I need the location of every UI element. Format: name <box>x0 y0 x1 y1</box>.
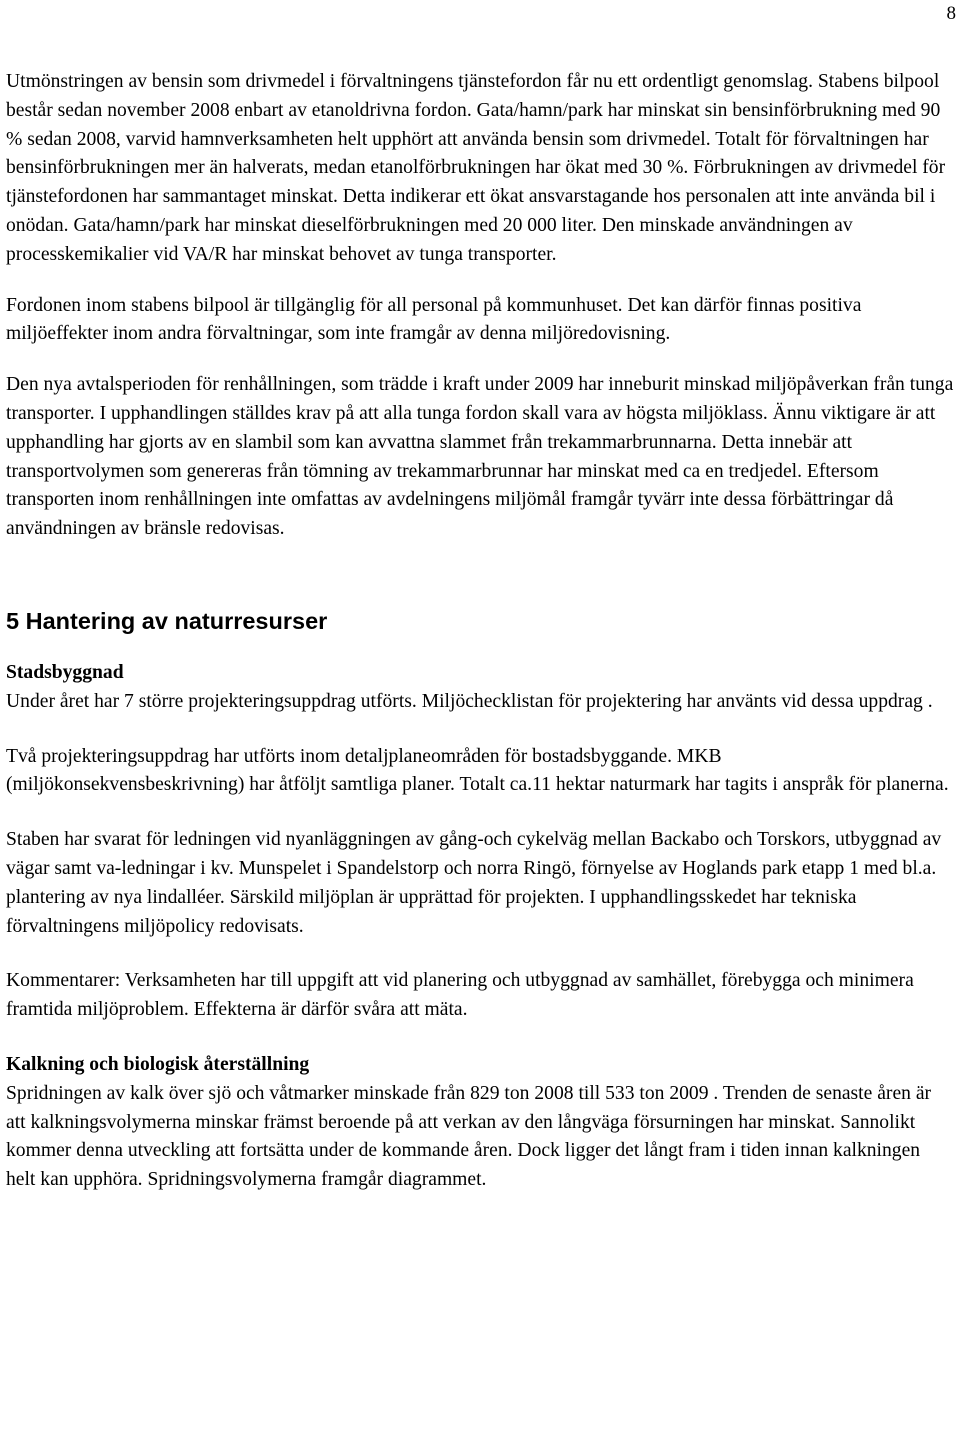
section-heading: 5 Hantering av naturresurser <box>6 607 328 634</box>
paragraph-car-pool: Fordonen inom stabens bilpool är tillgänglig för all personal på kommunhuset. Det kan därför finnas positiva miljöeffekter inom andra förvaltningar, som inte framgår av denna miljöredovisning. <box>6 294 862 345</box>
stadsbyggnad-paragraph-3: Staben har svarat för ledningen vid nyanläggningen av gång-och cykelväg mellan Backabo och Torskors, utbyggnad av vägar samt va-ledningar i kv. Munspelet i Spandelstorp och norra Ringö, förnyelse av Hoglands park etapp 1 med bl.a. plantering av nya lindalléer. Särskild miljöplan är upprättad för projekten. I upphandlingsskedet har tekniska förvaltningens miljöpolicy redovisats. <box>6 829 942 937</box>
kalkning-section <box>6 1051 954 1195</box>
kalkning-paragraph: Spridningen av kalk över sjö och våtmarker minskade från 829 ton 2008 till 533 ton 2009 . Trenden de senaste åren är att kalkningsvolymerna minskar främst beroende på att verkan av den långväga försurningen har minskat. Sannolikt kommer denna utveckling att fortsätta under de kommande åren. Dock ligger det långt fram i tiden innan kalkningen helt kan upphöra. Spridningsvolymerna framgår diagrammet. <box>6 1082 932 1191</box>
stadsbyggnad-comments: Kommentarer: Verksamheten har till uppgift att vid planering och utbyggnad av samhället, förebygga och minimera framtida miljöproblem. Effekterna är därför svåra att mäta. <box>6 970 914 1021</box>
kalkning-title: Kalkning och biologisk återställning <box>6 1053 310 1075</box>
stadsbyggnad-title: Stadsbyggnad <box>6 661 124 683</box>
paragraph-waste-collection: Den nya avtalsperioden för renhållningen, som trädde i kraft under 2009 har inneburit minskad miljöpåverkan från tunga transporter. I upphandlingen ställdes krav på att alla tunga fordon skall vara av högsta miljöklass. Ännu viktigare är att upphandling har gjorts av en slambil som kan avvattna slammet från trekammarbrunnarna. Detta innebär att transportvolymen som genereras från tömning av trekammarbrunnar har minskat med ca en tredjedel. Eftersom transporten inom renhållningen inte omfattas av avdelningens miljömål framgår tyvärr inte dessa förbättringar då användningen av bränsle redovisas. <box>6 374 954 540</box>
document-body <box>6 68 954 1195</box>
page-number: 8 <box>946 3 956 24</box>
stadsbyggnad-section <box>6 659 954 1025</box>
paragraph-fuel-usage: Utmönstringen av bensin som drivmedel i förvaltningens tjänstefordon får nu ett ordentligt genomslag. Stabens bilpool består sedan november 2008 enbart av etanoldrivna fordon. Gata/hamn/park har minskat sin bensinförbrukning med 90 % sedan 2008, varvid hamnverksamheten helt upphört att använda bensin som drivmedel. Totalt för förvaltningen har bensinförbrukningen mer än halverats, medan etanolförbrukningen har ökat med 30 %. Förbrukningen av drivmedel för tjänstefordonen har sammantaget minskat. Detta indikerar ett ökat ansvarstagande hos personalen att inte använda bil i onödan. Gata/hamn/park har minskat dieselförbrukningen med 20 000 liter. Den minskade användningen av processkemikalier vid VA/R har minskat behovet av tunga transporter. <box>6 71 946 265</box>
stadsbyggnad-paragraph-1: Under året har 7 större projekteringsuppdrag utförts. Miljöchecklistan för projektering har använts vid dessa uppdrag . <box>6 690 933 712</box>
stadsbyggnad-paragraph-2: Två projekteringsuppdrag har utförts inom detaljplaneområden för bostadsbyggande. MKB (miljökonsekvensbeskrivning) har åtföljt samtliga planer. Totalt ca.11 hektar naturmark har tagits i anspråk för planerna. <box>6 745 949 796</box>
